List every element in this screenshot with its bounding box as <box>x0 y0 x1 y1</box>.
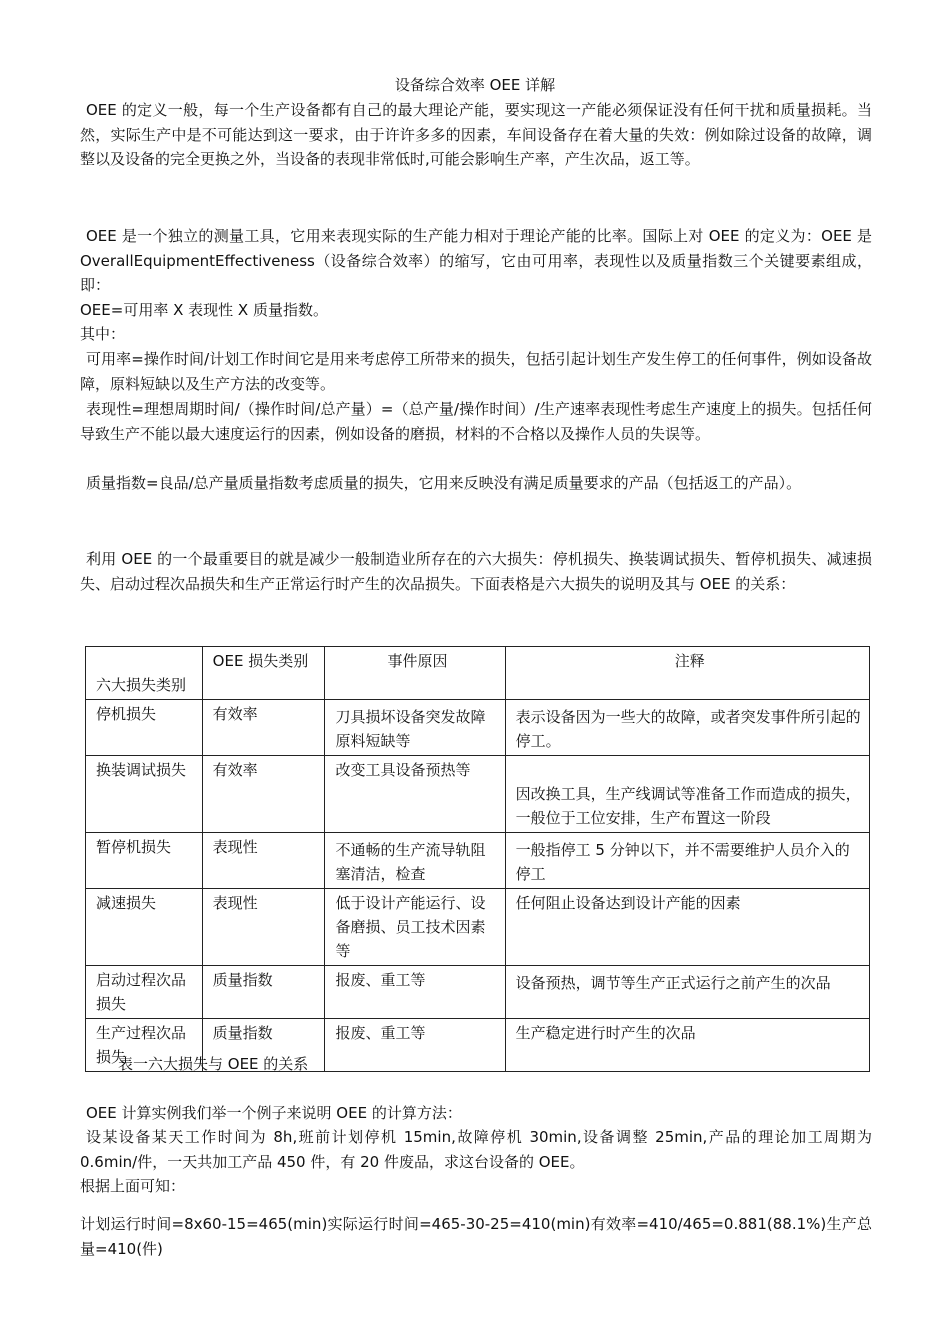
table-header-row <box>86 647 870 700</box>
document-title: 设备综合效率 OEE 详解 <box>394 76 556 94</box>
cell-oee-type: 质量指数 <box>202 1019 325 1072</box>
table-row <box>86 756 870 833</box>
paragraph-oee-intro: OEE 是一个独立的测量工具，它用来表现实际的生产能力相对于理论产能的比率。国际上对 OEE 的定义为：OEE 是 OverallEquipmentEffectiveness（设备综合效率）的缩写，它由可用率，表现性以及质量指数三个关键要素组成，即： <box>80 227 872 294</box>
table-row <box>86 700 870 756</box>
cell-loss-type: 减速损失 <box>86 889 203 966</box>
cell-note: 因改换工具，生产线调试等准备工作而造成的损失，一般位于工位安排，生产布置这一阶段 <box>505 756 869 833</box>
cell-oee-type: 质量指数 <box>202 966 325 1019</box>
formula-line: OEE=可用率 X 表现性 X 质量指数。 <box>80 301 328 319</box>
header-oee-type: OEE 损失类别 <box>202 647 325 700</box>
cell-note: 生产稳定进行时产生的次品 <box>505 1019 869 1072</box>
cell-note: 设备预热，调节等生产正式运行之前产生的次品 <box>505 966 869 1019</box>
cell-loss-type: 停机损失 <box>86 700 203 756</box>
cell-cause: 低于设计产能运行、设备磨损、员工技术因素等 <box>325 889 505 966</box>
cell-cause: 不通畅的生产流导轨阻塞清洁，检查 <box>325 833 505 889</box>
paragraph-definition: OEE 的定义一般，每一个生产设备都有自己的最大理论产能，要实现这一产能必须保证没有任何干扰和质量损耗。当然，实际生产中是不可能达到这一要求，由于许许多多的因素，车间设备存在着大量的失效：例如除过设备的故障，调整以及设备的完全更换之外，当设备的表现非常低时,可能会影响生产率，产生次品，返工等。 <box>80 101 872 168</box>
paragraph-quality: 质量指数=良品/总产量质量指数考虑质量的损失，它用来反映没有满足质量要求的产品（包括返工的产品）。 <box>86 474 802 492</box>
cell-loss-type: 换装调试损失 <box>86 756 203 833</box>
header-note: 注释 <box>505 647 869 700</box>
cell-oee-type: 有效率 <box>202 700 325 756</box>
cell-oee-type: 表现性 <box>202 889 325 966</box>
among-label: 其中： <box>80 325 126 343</box>
cell-note: 任何阻止设备达到设计产能的因素 <box>505 889 869 966</box>
calculation-paragraph: 计划运行时间=8x60-15=465(min)实际运行时间=465-30-25=410(min)有效率=410/465=0.881(88.1%)生产总量=410(件) <box>80 1215 872 1258</box>
cell-oee-type: 表现性 <box>202 833 325 889</box>
cell-note: 一般指停工 5 分钟以下，并不需要维护人员介入的停工 <box>505 833 869 889</box>
paragraph-six-losses: 利用 OEE 的一个最重要目的就是减少一般制造业所存在的六大损失：停机损失、换装调试损失、暂停机损失、减速损失、启动过程次品损失和生产正常运行时产生的次品损失。下面表格是六大损失的说明及其与 OEE 的关系： <box>80 550 872 593</box>
example-intro: OEE 计算实例我们举一个例子来说明 OEE 的计算方法： <box>86 1104 462 1122</box>
cell-loss-type: 暂停机损失 <box>86 833 203 889</box>
cell-cause: 刀具损坏设备突发故障原料短缺等 <box>325 700 505 756</box>
example-paragraph: 设某设备某天工作时间为 8h,班前计划停机 15min,故障停机 30min,设备调整 25min,产品的理论加工周期为 0.6min/件，一天共加工产品 450 件，有 20 件废品，求这台设备的 OEE。 <box>80 1128 872 1171</box>
cell-cause: 报废、重工等 <box>325 1019 505 1072</box>
cell-loss-type: 生产过程次品损失 <box>86 1019 203 1072</box>
cell-note: 表示设备因为一些大的故障，或者突发事件所引起的停工。 <box>505 700 869 756</box>
table-row <box>86 833 870 889</box>
header-cause: 事件原因 <box>325 647 505 700</box>
cell-loss-type: 启动过程次品损失 <box>86 966 203 1019</box>
known-label: 根据上面可知： <box>80 1177 186 1195</box>
cell-cause: 报废、重工等 <box>325 966 505 1019</box>
table-row <box>86 889 870 966</box>
paragraph-performance: 表现性=理想周期时间/（操作时间/总产量）=（总产量/操作时间）/生产速率表现性考虑生产速度上的损失。包括任何导致生产不能以最大速度运行的因素，例如设备的磨损，材料的不合格以及操作人员的失误等。 <box>80 400 872 443</box>
cell-cause: 改变工具设备预热等 <box>325 756 505 833</box>
header-loss-type: 六大损失类别 <box>86 647 203 700</box>
table-caption: 表一六大损失与 OEE 的关系 <box>118 1055 309 1073</box>
paragraph-availability: 可用率=操作时间/计划工作时间它是用来考虑停工所带来的损失，包括引起计划生产发生停工的任何事件，例如设备故障，原料短缺以及生产方法的改变等。 <box>80 350 872 393</box>
cell-oee-type: 有效率 <box>202 756 325 833</box>
six-losses-table <box>85 646 870 1072</box>
table-row <box>86 966 870 1019</box>
